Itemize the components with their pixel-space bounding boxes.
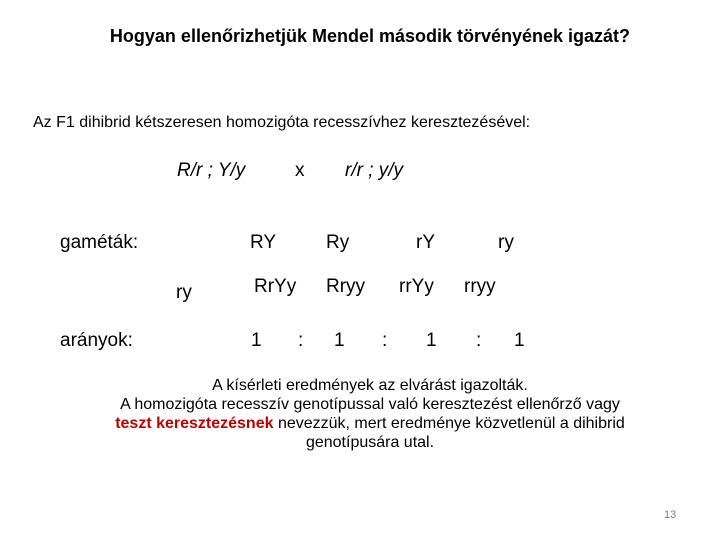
ratio-value-1: 1 <box>251 330 262 351</box>
gamete-column-2: Ry <box>326 232 350 253</box>
slide-title: Hogyan ellenőrizhetjük Mendel második törvényének igazát? <box>109 26 631 46</box>
gamete-row: ry <box>176 282 192 303</box>
parent-genotype-2: r/r ; y/y <box>345 160 404 181</box>
summary-line-1: A kísérleti eredmények az elvárást igazolták. <box>212 377 528 394</box>
summary-line-3-rest: nevezzük, mert eredménye közvetlenül a dihibrid <box>273 415 625 432</box>
ratio-value-4: 1 <box>514 330 525 351</box>
ratio-separator-1: : <box>298 330 304 351</box>
test-cross-term: teszt keresztezésnek <box>115 415 274 432</box>
summary-line-4: genotípusára utal. <box>305 434 435 451</box>
offspring-1: RrYy <box>254 276 297 297</box>
ratio-separator-3: : <box>476 330 482 351</box>
intro-text: Az F1 dihibrid kétszeresen homozigóta recesszívhez keresztezésével: <box>33 114 531 131</box>
offspring-3: rrYy <box>399 276 434 297</box>
offspring-2: Rryy <box>326 276 366 297</box>
gamete-column-4: ry <box>498 232 514 253</box>
summary-text <box>40 376 700 452</box>
ratio-value-3: 1 <box>426 330 437 351</box>
page-number: 13 <box>664 509 677 521</box>
cross-symbol: x <box>295 160 305 181</box>
offspring-4: rryy <box>464 276 496 297</box>
summary-line-3 <box>40 414 700 433</box>
gamete-column-1: RY <box>250 232 277 253</box>
ratio-value-2: 1 <box>334 330 345 351</box>
ratio-separator-2: : <box>382 330 388 351</box>
parent-genotype-1: R/r ; Y/y <box>177 160 246 181</box>
ratios-label: arányok: <box>60 330 133 351</box>
gamete-column-3: rY <box>416 232 435 253</box>
summary-line-2: A homozigóta recesszív genotípussal való keresztezést ellenőrző vagy <box>120 396 620 413</box>
gametes-label: gaméták: <box>60 232 139 253</box>
